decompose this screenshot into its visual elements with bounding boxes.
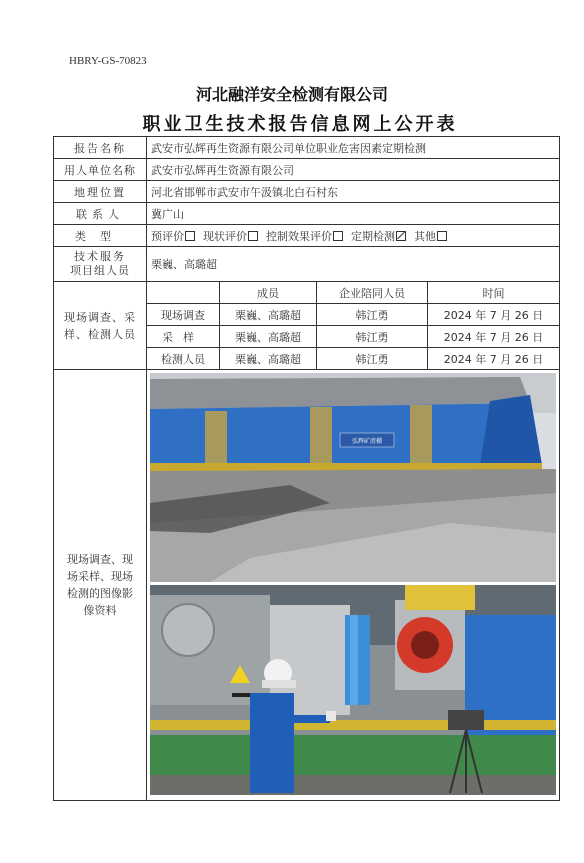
survey-members: 栗巍、高璐超	[220, 348, 317, 370]
report-name-value: 武安市弘辉再生资源有限公司单位职业危害因素定期检测	[147, 137, 560, 159]
type-option-current: 现状评价	[203, 230, 266, 243]
page-title: 职业卫生技术报告信息网上公开表	[142, 114, 458, 135]
equipment-photo	[150, 585, 556, 795]
survey-escort: 韩江勇	[317, 348, 428, 370]
location-value: 河北省邯郸市武安市午汲镇北白石村东	[147, 181, 560, 203]
survey-members: 栗巍、高璐超	[220, 304, 317, 326]
checked-checkbox-icon	[396, 231, 406, 241]
type-option-other: 其他	[414, 230, 455, 243]
type-option-pre: 预评价	[151, 230, 203, 243]
date-header: 时间	[428, 282, 560, 304]
survey-date: 2024 年 7 月 26 日	[428, 326, 560, 348]
survey-date: 2024 年 7 月 26 日	[428, 304, 560, 326]
survey-date: 2024 年 7 月 26 日	[428, 348, 560, 370]
survey-role: 现场调查	[147, 304, 220, 326]
row-report-name	[54, 137, 560, 159]
survey-escort: 韩江勇	[317, 304, 428, 326]
type-options	[147, 225, 560, 247]
team-value: 栗巍、高璐超	[147, 247, 560, 282]
images-cell	[147, 370, 560, 801]
row-type	[54, 225, 560, 247]
escort-header: 企业陪同人员	[317, 282, 428, 304]
images-label: 现场调查、现 场采样、现场 检测的图像影 像资料	[54, 370, 147, 801]
survey-label: 现场调查、采 样、检测人员	[54, 282, 147, 370]
info-table	[53, 136, 560, 801]
type-option-control: 控制效果评价	[266, 230, 351, 243]
row-team	[54, 247, 560, 282]
row-images	[54, 370, 560, 801]
survey-members: 栗巍、高璐超	[220, 326, 317, 348]
team-label: 技术服务 项目组人员	[54, 247, 147, 282]
employer-label: 用人单位名称	[54, 159, 147, 181]
building-sign: 弘辉矿渣棚	[351, 438, 383, 445]
employer-value: 武安市弘辉再生资源有限公司	[147, 159, 560, 181]
row-employer	[54, 159, 560, 181]
checkbox-icon	[333, 231, 343, 241]
checkbox-icon	[185, 231, 195, 241]
survey-escort: 韩江勇	[317, 326, 428, 348]
report-name-label: 报告名称	[54, 137, 147, 159]
type-label: 类型	[54, 225, 147, 247]
document-code: HBRY-GS-70823	[69, 55, 147, 67]
survey-header-blank	[147, 282, 220, 304]
checkbox-icon	[437, 231, 447, 241]
contact-label: 联系人	[54, 203, 147, 225]
row-location	[54, 181, 560, 203]
company-name: 河北融洋安全检测有限公司	[195, 85, 388, 104]
survey-header-row	[54, 282, 560, 304]
members-header: 成员	[220, 282, 317, 304]
type-option-periodic: 定期检测	[351, 230, 414, 243]
warehouse-photo	[150, 373, 556, 582]
survey-role: 检测人员	[147, 348, 220, 370]
contact-value: 冀广山	[147, 203, 560, 225]
location-label: 地理位置	[54, 181, 147, 203]
checkbox-icon	[248, 231, 258, 241]
survey-role: 采样	[147, 326, 220, 348]
row-contact	[54, 203, 560, 225]
